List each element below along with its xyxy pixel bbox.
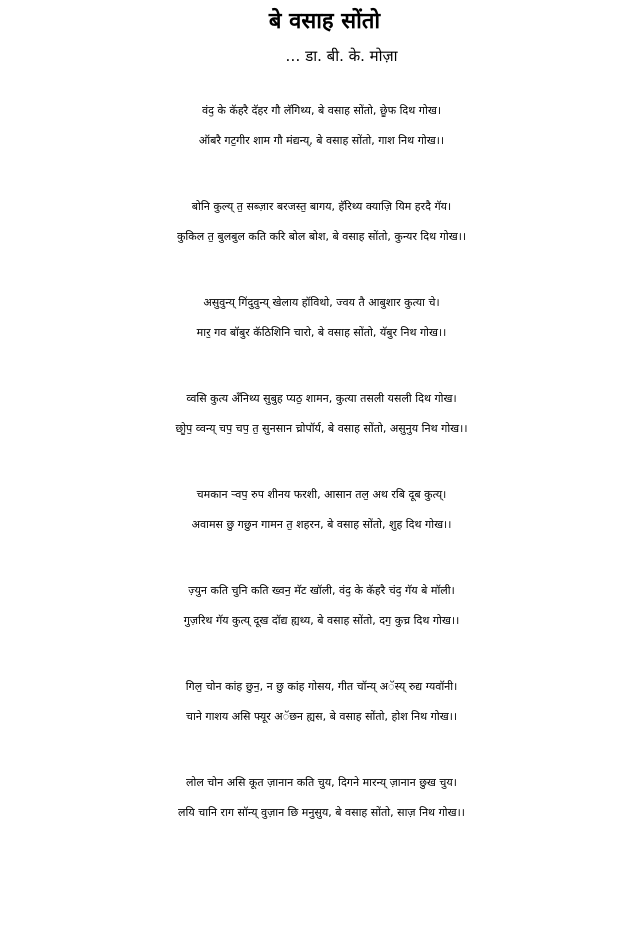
verse-line: असुवुन्य् गिंदुवुन्य् खेलाय हॉविथो, ज्वय तै आबुशार कुत्या चे। [203, 296, 440, 309]
stanza [0, 288, 643, 348]
poem-body [0, 96, 643, 828]
verse-line: मारॖ गव बॉबुर कॅठिशिनि चारो, बे वसाह सोंतो, यॅबुर निथ गोख।। [196, 326, 447, 339]
stanza [0, 768, 643, 828]
poem-title: बे वसाह सोंतो [268, 9, 381, 34]
verse-line: बोनि कुल्य् तॖ सब्ज़ार बरजस्तॖ बागय, हॅरिथ्य क्याज़ि यिम हरदै गॅय। [191, 200, 452, 213]
verse-line: कुकिल तॖ बुलबुल कति करि बोल बोश, बे वसाह सोंतो, कुन्यर दिथ गोख।। [176, 230, 467, 243]
verse-line: गिलॖ चोन कांह छुनॖ, न छु कांह गोसय, गीत चॉन्य् अॅस्य् रुद्य ग्यवॉनी। [185, 680, 458, 693]
verse-line: चाने गाशय असि फ्यूर अॅछन ह्यस, बे वसाह सोंतो, होश निथ गोख।। [185, 710, 458, 723]
verse-line: व्वसि कुत्य अँनिथ्य सुबुह प्यठॖ शामन, कुत्या तसली यसली दिथ गोख। [186, 392, 457, 405]
verse-line: लयि चानि राग सॉन्य् वुज़ान छि मनुसुय, बे वसाह सोंतो, साज़ निथ गोख।। [178, 806, 465, 819]
verse-line: वंदॖ के कॅहरै दॅहर गौ लॅगिथ्य, बे वसाह सोंतो, छेॗफ दिथ गोख। [201, 104, 442, 117]
stanza [0, 576, 643, 636]
verse-line: अवामस छु गछुन गामन तॖ शहरन, बे वसाह सोंतो, शुह दिथ गोख।। [191, 518, 452, 531]
poem-author: … डा. बी. के. मोज़ा [285, 47, 398, 65]
stanza [0, 480, 643, 540]
verse-line: लोल चोन असि कूत ज़ानान कति चुय, दिगने मारन्य् ज़ानान छुख चुय। [186, 776, 457, 789]
verse-line: गुज़रिथ गॅय कुत्य् दूख दॉद्य ह्यथ्य, बे वसाह सोंतो, दगॖ कुच्र दिथ गोख।। [183, 614, 460, 627]
stanza [0, 96, 643, 156]
verse-line: ऑबरै गटॖगीर शाम गौ मंद्यन्य्, बे वसाह सोंतो, गाश निथ गोख।। [198, 134, 445, 147]
verse-line: ज़्युन कति चुनि कति ख्वनॖ मॅट खॉली, वंदॖ के कॅहरै चंदॖ गॅय बे मॉली। [188, 584, 455, 597]
stanza [0, 384, 643, 444]
stanza [0, 672, 643, 732]
verse-line: चमकान र्‍वपॖ रुप शीनय फरशी, आसान तलॖ अथ रबि दूब कुत्य्। [196, 488, 447, 501]
verse-line: छोॗपॖ व्वन्य् चपॖ चपॖ तॖ सुनसान च्रोपॉर्य, बे वसाह सोंतो, असुनुय निथ गोख।। [175, 422, 468, 435]
stanza [0, 192, 643, 252]
